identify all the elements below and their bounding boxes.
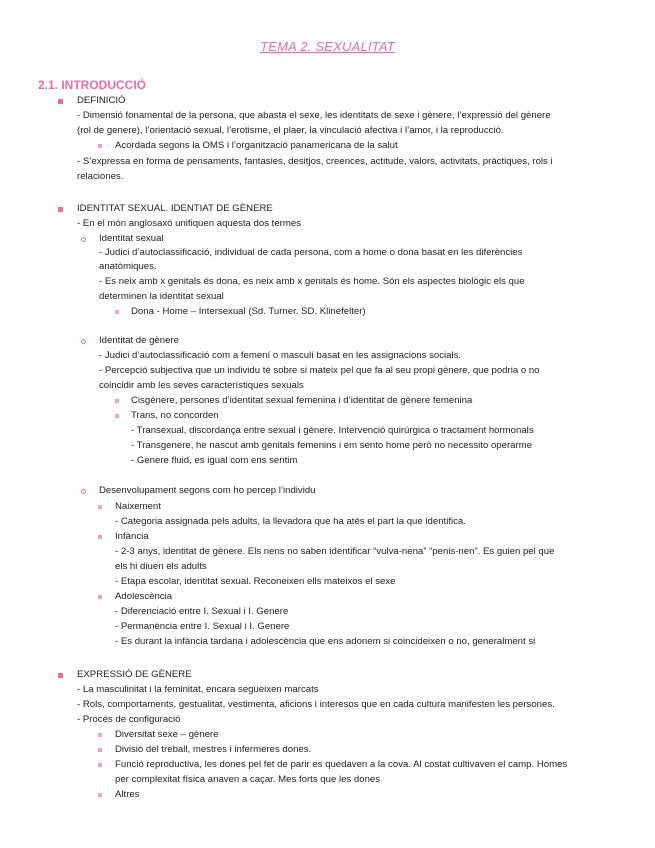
identitat-sexual-heading: Identitat sexual: [99, 233, 164, 244]
adolescencia-heading: Adolescència: [115, 591, 173, 602]
identitat-sexual-line: determinen la identitat sexual: [99, 291, 224, 302]
bullet-square-icon: [98, 595, 102, 599]
bullet-square-icon: [58, 207, 63, 212]
bullet-square-icon: [98, 748, 102, 752]
definicio-line: relaciones.: [77, 171, 124, 182]
bullet-square-icon: [98, 535, 102, 539]
bullet-square-icon: [98, 733, 102, 737]
identitat-genere-trans: Trans, no concorden: [131, 410, 219, 421]
expressio-line: - La masculinitat i la feminitat, encara segueixen marcats: [77, 684, 319, 695]
identitat-genere-line: - Percepció subjectiva que un individu té sobre si mateix pel que fa al seu propi gènere, que podria o no: [99, 365, 540, 376]
bullet-square-icon: [115, 399, 119, 403]
identitat-sexual-line: - Es neix amb x genitals és dona, es neix amb x genitals és home. Són els aspectes biològic els que: [99, 276, 525, 287]
adolescencia-line: - Es durant la infància tardana i adolescència que ens adonem si coincideixen o no, generalment si: [115, 636, 536, 647]
bullet-square-icon: [115, 310, 119, 314]
bullet-square-icon: [98, 763, 102, 767]
expressio-item: Funció reproductiva, les dones pel fet de parir es quedaven a la cova. Al costat cultivaven el camp. Homes: [115, 759, 568, 770]
adolescencia-line: - Permanència entre I. Sexual i I. Genere: [115, 621, 290, 632]
bullet-square-icon: [98, 505, 102, 509]
bullet-square-icon: [115, 414, 119, 418]
expressio-item: Altres: [115, 789, 140, 800]
expressio-line: - Procés de configuració: [77, 714, 181, 725]
bullet-square-icon: [58, 673, 63, 678]
identitat-genere-cis: Cisgènere, persones d’identitat sexual femenina i d’identitat de gènere femenina: [131, 395, 473, 406]
identitat-genere-line: - Judici d’autoclassificació com a femení o masculí basat en les assignacions socials.: [99, 350, 462, 361]
definicio-line: (rol de genere), l’orientació sexual, l’erotisme, el plaer, la vinculació afectiva i l’amor, i la reproducció.: [77, 125, 504, 136]
bullet-square-icon: [58, 99, 63, 104]
section-heading: 2.1. INTRODUCCIÓ: [38, 78, 147, 92]
infancia-line: - Etapa escolar, identitat sexual. Reconeixen ells mateixos el sexe: [115, 576, 396, 587]
bullet-square-icon: [98, 793, 102, 797]
identitat-sexual-line: anatòmiques.: [99, 261, 157, 272]
identitat-heading: IDENTITAT SEXUAL. IDENTIAT DE GÈNERE: [77, 203, 273, 214]
identitat-genere-heading: Identitat de gènere: [99, 335, 180, 346]
expressio-item: Divisió del treball, mestres i infermeres dones.: [115, 744, 312, 755]
identitat-genere-trans-item: - Transgenere, he nascut amb genitals femenins i em sento home però no necessito operarme: [131, 440, 533, 451]
infancia-heading: Infància: [115, 531, 149, 542]
expressio-heading: EXPRESSIÓ DE GÈNERE: [77, 669, 192, 680]
expressio-item-cont: per complexitat física anaven a caçar. Mes forts que les dones: [115, 774, 381, 785]
naixement-line: - Categoria assignada pels adults, la llevadora que ha atès el part la que identifica.: [115, 516, 466, 527]
bullet-circle-icon: [81, 339, 86, 344]
bullet-circle-icon: [81, 489, 86, 494]
adolescencia-line: - Diferenciació entre I. Sexual i I. Genere: [115, 606, 289, 617]
identitat-intro: - En el món anglosaxó unifiquen aquesta dos termes: [77, 218, 301, 229]
definicio-line: - Dimensió fonamental de la persona, que abasta el sexe, les identitats de sexe i gènere, l’expressió del gènere: [77, 110, 551, 121]
bullet-circle-icon: [81, 237, 86, 242]
document-title: TEMA 2. SEXUALITAT: [260, 39, 395, 54]
identitat-genere-trans-item: - Genere fluid, es igual com ens sentim: [131, 455, 298, 466]
bullet-square-icon: [98, 144, 102, 148]
definicio-heading: DEFINICIÓ: [77, 95, 126, 106]
identitat-genere-trans-item: - Transexual, discordança entre sexual i gènere. Intervenció quirúrgica o tractament hormonals: [131, 425, 534, 436]
naixement-heading: Naixement: [115, 501, 161, 512]
identitat-genere-line: coincidir amb les seves característiques sexuals: [99, 380, 304, 391]
definicio-line: - S’expressa en forma de pensaments, fantasies, desitjos, creences, actitude, valors, activitats, pràctiques, rols i: [77, 156, 553, 167]
identitat-sexual-sub: Dona - Home – Intersexual (Sd. Turner. SD. Klinefelter): [131, 306, 366, 317]
infancia-line: - 2-3 anys, identitat de gènere. Els nens no saben identificar “vulva-nena” “penis-nen”. Es guien pel que: [115, 546, 555, 557]
expressio-item: Diversitat sexe – gènere: [115, 729, 219, 740]
desenvolupament-heading: Desenvolupament segons com ho percep l’individu: [99, 485, 316, 496]
infancia-line: els hi diuen els adults: [115, 561, 207, 572]
definicio-note: Acordada segons la OMS i l’organització panamericana de la salut: [115, 140, 398, 151]
expressio-line: - Rols, comportaments, gestualitat, vestimenta, aficions i interesos que en cada cultura manifesten les persones.: [77, 699, 555, 710]
identitat-sexual-line: - Judici d’autoclassificació, individual de cada persona, com a home o dona basat en les diferències: [99, 247, 523, 258]
